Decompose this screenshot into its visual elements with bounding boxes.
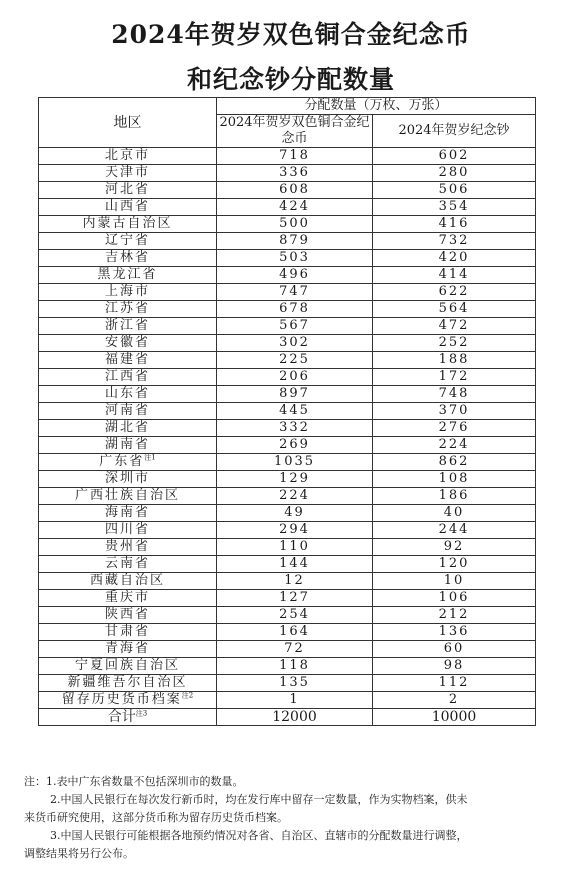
table-row xyxy=(39,471,536,488)
table-row xyxy=(39,216,536,233)
note-cell: 108 xyxy=(373,471,536,488)
allocation-group-header: 分配数量（万枚、万张） xyxy=(217,98,536,115)
coin-cell: 678 xyxy=(217,301,373,318)
region-cell xyxy=(39,199,217,216)
region-cell xyxy=(39,386,217,403)
coin-cell: 224 xyxy=(217,488,373,505)
note-cell: 472 xyxy=(373,318,536,335)
region-name: 浙江省 xyxy=(104,318,150,333)
coin-cell: 110 xyxy=(217,539,373,556)
table-row xyxy=(39,624,536,641)
note-cell: 862 xyxy=(373,454,536,471)
region-cell xyxy=(39,335,217,352)
note-cell: 244 xyxy=(373,522,536,539)
coin-cell: 269 xyxy=(217,437,373,454)
region-cell xyxy=(39,216,217,233)
region-cell xyxy=(39,641,217,658)
region-cell xyxy=(39,624,217,641)
note-cell: 732 xyxy=(373,233,536,250)
coin-cell: 72 xyxy=(217,641,373,658)
region-name: 江西省 xyxy=(104,369,150,384)
region-cell xyxy=(39,539,217,556)
coin-cell: 12 xyxy=(217,573,373,590)
coin-cell: 144 xyxy=(217,556,373,573)
note-cell: 92 xyxy=(373,539,536,556)
title-line-2: 和纪念钞分配数量 xyxy=(186,65,395,94)
region-cell xyxy=(39,233,217,250)
region-name: 云南省 xyxy=(104,556,150,571)
region-name: 广西壮族自治区 xyxy=(74,488,180,503)
note-cell: 120 xyxy=(373,556,536,573)
region-cell xyxy=(39,675,217,692)
note-cell: 40 xyxy=(373,505,536,522)
total-label: 合计 xyxy=(107,709,136,725)
table-row xyxy=(39,369,536,386)
region-cell xyxy=(39,182,217,199)
table-row xyxy=(39,199,536,216)
region-cell xyxy=(39,590,217,607)
table-body xyxy=(39,148,536,709)
coin-cell: 445 xyxy=(217,403,373,420)
footnote-prefix: 注： xyxy=(24,775,46,788)
table-row xyxy=(39,386,536,403)
note-cell: 416 xyxy=(373,216,536,233)
note-cell: 106 xyxy=(373,590,536,607)
note-cell: 10 xyxy=(373,573,536,590)
coin-cell: 567 xyxy=(217,318,373,335)
note-cell: 602 xyxy=(373,148,536,165)
coin-cell: 424 xyxy=(217,199,373,216)
table-row xyxy=(39,250,536,267)
coin-cell: 1 xyxy=(217,692,373,709)
note-cell: 420 xyxy=(373,250,536,267)
table-row xyxy=(39,590,536,607)
region-cell xyxy=(39,284,217,301)
region-name: 内蒙古自治区 xyxy=(82,216,173,231)
total-row xyxy=(39,709,536,726)
footnote-mark: 注1 xyxy=(144,453,156,462)
region-cell xyxy=(39,658,217,675)
region-name: 天津市 xyxy=(104,165,150,180)
footnote-mark: 注2 xyxy=(181,691,194,700)
total-coin-cell: 12000 xyxy=(217,709,373,726)
coin-cell: 118 xyxy=(217,658,373,675)
coin-cell: 164 xyxy=(217,624,373,641)
region-cell xyxy=(39,692,217,709)
table-row xyxy=(39,692,536,709)
note-cell: 622 xyxy=(373,284,536,301)
allocation-table xyxy=(38,97,536,726)
region-cell xyxy=(39,522,217,539)
table-row xyxy=(39,539,536,556)
note-cell: 276 xyxy=(373,420,536,437)
banknote-column-header: 2024年贺岁纪念钞 xyxy=(373,115,536,148)
region-name: 宁夏回族自治区 xyxy=(74,658,180,673)
note-cell: 370 xyxy=(373,403,536,420)
region-cell xyxy=(39,267,217,284)
table-row xyxy=(39,267,536,284)
coin-cell: 49 xyxy=(217,505,373,522)
region-name: 贵州省 xyxy=(104,539,150,554)
region-name: 河北省 xyxy=(104,182,150,197)
coin-cell: 254 xyxy=(217,607,373,624)
footnote-2-continued: 来货币研究使用，这部分货币称为留存历史货币档案。 xyxy=(24,811,288,824)
region-name: 广东省 xyxy=(99,454,145,469)
note-cell: 252 xyxy=(373,335,536,352)
region-name: 安徽省 xyxy=(104,335,150,350)
table-row xyxy=(39,284,536,301)
region-cell xyxy=(39,148,217,165)
region-name: 留存历史货币档案 xyxy=(61,692,182,707)
region-name: 青海省 xyxy=(104,641,150,656)
note-cell: 748 xyxy=(373,386,536,403)
region-name: 北京市 xyxy=(104,148,150,163)
region-cell xyxy=(39,505,217,522)
coin-cell: 135 xyxy=(217,675,373,692)
note-cell: 564 xyxy=(373,301,536,318)
region-name: 黑龙江省 xyxy=(97,267,158,282)
note-cell: 186 xyxy=(373,488,536,505)
coin-cell: 879 xyxy=(217,233,373,250)
region-name: 山东省 xyxy=(104,386,150,401)
region-name: 新疆维吾尔自治区 xyxy=(67,675,188,690)
table-row xyxy=(39,437,536,454)
note-cell: 354 xyxy=(373,199,536,216)
total-label-cell xyxy=(39,709,217,726)
region-cell xyxy=(39,420,217,437)
region-name: 陕西省 xyxy=(104,607,150,622)
total-footnote-mark: 注3 xyxy=(135,709,148,718)
table-row xyxy=(39,148,536,165)
table-row xyxy=(39,522,536,539)
region-name: 山西省 xyxy=(104,199,150,214)
region-name: 上海市 xyxy=(104,284,150,299)
footnote-3: 3.中国人民银行可能根据各地预约情况对各省、自治区、直辖市的分配数量进行调整， xyxy=(50,829,468,842)
footnote-3-continued: 调整结果将另行公布。 xyxy=(24,847,134,860)
region-name: 福建省 xyxy=(104,352,150,367)
region-cell xyxy=(39,488,217,505)
coin-cell: 129 xyxy=(217,471,373,488)
region-cell xyxy=(39,454,217,471)
coin-cell: 336 xyxy=(217,165,373,182)
title-line-1: 2024年贺岁双色铜合金纪念币 xyxy=(111,20,471,49)
coin-cell: 225 xyxy=(217,352,373,369)
table-row xyxy=(39,233,536,250)
table-row xyxy=(39,301,536,318)
coin-cell: 608 xyxy=(217,182,373,199)
table-row xyxy=(39,335,536,352)
region-cell xyxy=(39,556,217,573)
table-row xyxy=(39,607,536,624)
coin-cell: 127 xyxy=(217,590,373,607)
region-cell xyxy=(39,301,217,318)
table-row xyxy=(39,420,536,437)
table-row xyxy=(39,454,536,471)
note-cell: 112 xyxy=(373,675,536,692)
table-row xyxy=(39,641,536,658)
region-cell xyxy=(39,471,217,488)
region-cell xyxy=(39,369,217,386)
region-cell xyxy=(39,250,217,267)
note-cell: 172 xyxy=(373,369,536,386)
note-cell: 212 xyxy=(373,607,536,624)
table-row xyxy=(39,403,536,420)
region-cell xyxy=(39,573,217,590)
total-note-cell: 10000 xyxy=(373,709,536,726)
table-row xyxy=(39,505,536,522)
region-cell xyxy=(39,607,217,624)
region-cell xyxy=(39,437,217,454)
note-cell: 280 xyxy=(373,165,536,182)
region-column-header: 地区 xyxy=(39,98,217,148)
region-cell xyxy=(39,403,217,420)
footnote-1-text: 1.表中广东省数量不包括深圳市的数量。 xyxy=(46,775,244,788)
coin-cell: 496 xyxy=(217,267,373,284)
table-row xyxy=(39,488,536,505)
region-name: 海南省 xyxy=(104,505,150,520)
footnote-1 xyxy=(24,773,564,791)
note-cell: 136 xyxy=(373,624,536,641)
table-row xyxy=(39,573,536,590)
region-name: 辽宁省 xyxy=(104,233,150,248)
note-cell: 60 xyxy=(373,641,536,658)
table-row xyxy=(39,675,536,692)
footnote-2: 2.中国人民银行在每次发行新币时，均在发行库中留存一定数量，作为实物档案，供未 xyxy=(50,793,468,806)
coin-cell: 718 xyxy=(217,148,373,165)
coin-cell: 332 xyxy=(217,420,373,437)
region-name: 河南省 xyxy=(104,403,150,418)
region-name: 湖南省 xyxy=(104,437,150,452)
note-cell: 414 xyxy=(373,267,536,284)
region-cell xyxy=(39,318,217,335)
coin-cell: 897 xyxy=(217,386,373,403)
coin-cell: 206 xyxy=(217,369,373,386)
region-name: 吉林省 xyxy=(104,250,150,265)
table-row xyxy=(39,352,536,369)
footnotes xyxy=(24,773,564,863)
coin-cell: 747 xyxy=(217,284,373,301)
note-cell: 2 xyxy=(373,692,536,709)
region-cell xyxy=(39,352,217,369)
region-name: 湖北省 xyxy=(104,420,150,435)
region-cell xyxy=(39,165,217,182)
coin-cell: 1035 xyxy=(217,454,373,471)
table-row xyxy=(39,658,536,675)
coin-cell: 500 xyxy=(217,216,373,233)
region-name: 四川省 xyxy=(104,522,150,537)
region-name: 深圳市 xyxy=(104,471,150,486)
table-row xyxy=(39,182,536,199)
note-cell: 224 xyxy=(373,437,536,454)
table-row xyxy=(39,165,536,182)
table-row xyxy=(39,556,536,573)
coin-cell: 503 xyxy=(217,250,373,267)
region-name: 甘肃省 xyxy=(104,624,150,639)
coin-column-header: 2024年贺岁双色铜合金纪念币 xyxy=(217,115,373,148)
region-name: 西藏自治区 xyxy=(89,573,165,588)
coin-cell: 294 xyxy=(217,522,373,539)
region-name: 重庆市 xyxy=(104,590,150,605)
coin-cell: 302 xyxy=(217,335,373,352)
note-cell: 188 xyxy=(373,352,536,369)
note-cell: 98 xyxy=(373,658,536,675)
note-cell: 506 xyxy=(373,182,536,199)
table-row xyxy=(39,318,536,335)
region-name: 江苏省 xyxy=(104,301,150,316)
